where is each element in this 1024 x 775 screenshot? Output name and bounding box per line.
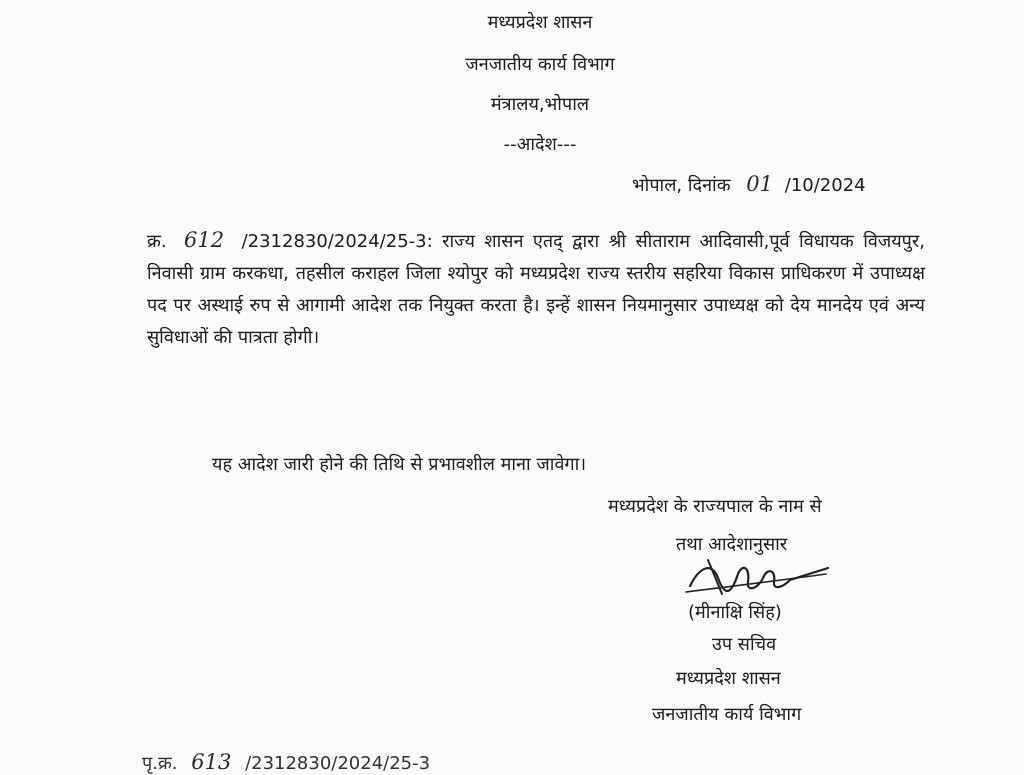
next-order-prefix: पृ.क्र. [142, 753, 178, 774]
signatory-org-government: मध्यप्रदेश शासन [676, 668, 781, 689]
next-order-ref: /2312830/2024/25-3 [245, 753, 431, 774]
signatory-designation: उप सचिव [712, 634, 777, 655]
effective-line: यह आदेश जारी होने की तिथि से प्रभावशील माना जावेगा। [212, 454, 587, 475]
order-reference: /2312830/2024/25-3: [241, 231, 433, 252]
header-government: मध्यप्रदेश शासन [487, 12, 593, 33]
signatory-org-department: जनजातीय कार्य विभाग [652, 704, 802, 725]
next-order-reference [142, 750, 430, 775]
closing-line-1: मध्यप्रदेश के राज्यपाल के नाम से [608, 496, 822, 517]
date-prefix: भोपाल, दिनांक [632, 175, 731, 196]
date-day-handwritten: 01 [746, 172, 774, 196]
header-order-title: --आदेश--- [503, 134, 577, 155]
next-order-number-handwritten: 613 [191, 750, 232, 774]
signatory-name: (मीनाक्षि सिंह) [688, 602, 782, 623]
order-number-prefix: क्र. [147, 231, 167, 252]
order-date [632, 172, 866, 197]
order-body-text: राज्य शासन एतद् द्वारा श्री सीताराम आदिवासी,पूर्व विधायक विजयपुर, निवासी ग्राम करकधा, तहसील कराहल जिला श्योपुर को मध्यप्रदेश राज्य स्तरीय सहरिया विकास प्राधिकरण में उपाध्यक्ष पद पर अस्थाई रुप से आगामी आदेश तक नियुक्त करता है। इन्हें शासन नियमानुसार उपाध्यक्ष को देय मानदेय एवं अन्य सुविधाओं की पात्रता होगी। [147, 231, 925, 348]
date-suffix: /10/2024 [784, 175, 866, 196]
order-number-handwritten: 612 [184, 228, 225, 252]
closing-line-2: तथा आदेशानुसार [676, 534, 788, 555]
header-department: जनजातीय कार्य विभाग [465, 54, 615, 75]
signature-mark [678, 552, 838, 604]
order-paragraph [147, 224, 925, 354]
header-ministry: मंत्रालय,भोपाल [490, 94, 590, 115]
